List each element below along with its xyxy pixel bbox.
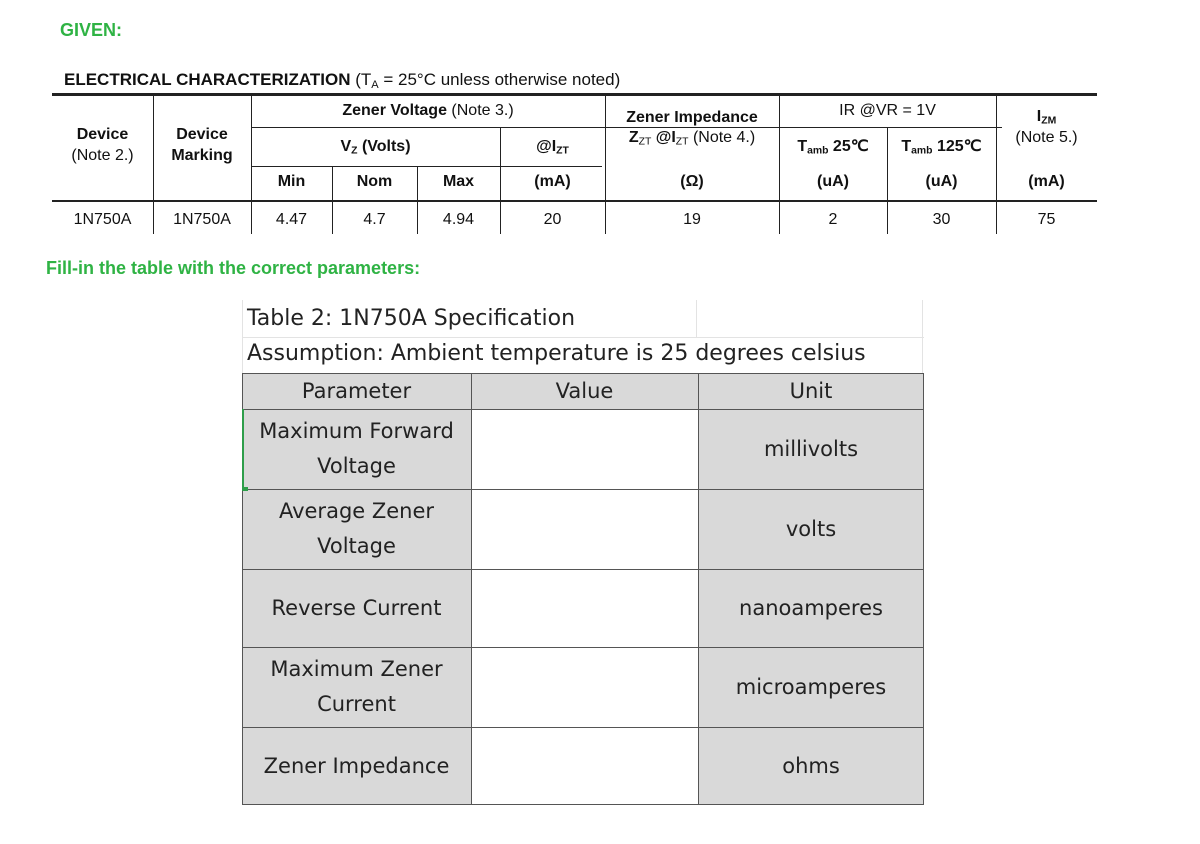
table2-row-unit bbox=[698, 727, 924, 805]
header-parameter-text: Parameter bbox=[301, 378, 412, 403]
table2-header-unit bbox=[698, 373, 924, 409]
izm-header bbox=[996, 107, 1097, 127]
table2-row-unit bbox=[698, 647, 924, 727]
tamb-25: 25℃ bbox=[828, 138, 869, 155]
izt-header bbox=[500, 137, 605, 157]
tamb-main: T bbox=[797, 138, 808, 155]
ua-header-2: (uA) bbox=[925, 173, 958, 190]
table2-row-unit bbox=[698, 489, 924, 569]
param-text: Zener Impedance bbox=[263, 753, 450, 778]
tamb-25-header bbox=[779, 137, 887, 157]
marking-header: Device bbox=[176, 126, 228, 143]
table2-row-parameter bbox=[242, 647, 471, 727]
table2-assumption: Assumption: Ambient temperature is 25 degrees celsius bbox=[247, 341, 866, 366]
unit-text: nanoamperes bbox=[739, 595, 883, 620]
tamb-main-2: T bbox=[901, 138, 912, 155]
vz-sub: Z bbox=[351, 145, 358, 157]
row-nom: 4.7 bbox=[363, 211, 386, 228]
izm-main: I bbox=[1036, 108, 1042, 125]
row-min: 4.47 bbox=[275, 211, 308, 228]
zener-voltage-note: (Note 3.) bbox=[446, 102, 514, 119]
zzt-main: Z bbox=[628, 129, 639, 146]
row-ir-125: 30 bbox=[932, 211, 951, 228]
table2-value-cell[interactable] bbox=[471, 727, 698, 805]
row-max: 4.94 bbox=[442, 211, 475, 228]
spec-title bbox=[64, 70, 620, 90]
device-note: (Note 2.) bbox=[71, 147, 134, 164]
fill-instruction: Fill-in the table with the correct parameters: bbox=[46, 258, 421, 278]
spec-title-bold: ELECTRICAL CHARACTERIZATION bbox=[64, 70, 351, 89]
zzt-at: @I bbox=[651, 129, 676, 146]
unit-text: millivolts bbox=[763, 436, 859, 461]
zzt-at-sub: ZT bbox=[675, 136, 689, 148]
unit-text: volts bbox=[785, 516, 837, 541]
impedance-header: Zener Impedance bbox=[626, 109, 758, 126]
param-text: Reverse Current bbox=[271, 595, 442, 620]
zener-voltage-bold: Zener Voltage bbox=[342, 102, 447, 119]
spec-table bbox=[52, 93, 1097, 234]
zzt-header bbox=[605, 128, 779, 148]
min-header: Min bbox=[277, 173, 306, 190]
tamb-sub-2: amb bbox=[911, 145, 933, 157]
spec-title-cond: (T bbox=[350, 70, 372, 89]
ua-header-1: (uA) bbox=[817, 173, 849, 190]
marking-header-2: Marking bbox=[171, 147, 233, 164]
table2-row-unit bbox=[698, 569, 924, 647]
param-text: Maximum Forward Voltage bbox=[259, 419, 454, 478]
given-label: GIVEN: bbox=[60, 20, 123, 40]
izm-note: (Note 5.) bbox=[1015, 129, 1078, 146]
zener-voltage-header bbox=[251, 101, 605, 121]
tamb-125: 125℃ bbox=[932, 138, 982, 155]
table2-row-unit bbox=[698, 409, 924, 489]
ohm-header: (Ω) bbox=[680, 173, 704, 190]
row-ir-25: 2 bbox=[828, 211, 838, 228]
zzt-note: (Note 4.) bbox=[688, 129, 756, 146]
table2-title: Table 2: 1N750A Specification bbox=[247, 306, 576, 331]
table2-value-cell[interactable] bbox=[471, 569, 698, 647]
table2-grid bbox=[242, 373, 924, 805]
spec-title-sub: A bbox=[371, 78, 379, 91]
unit-text: ohms bbox=[782, 753, 840, 778]
param-text: Average Zener Voltage bbox=[278, 499, 435, 558]
table2-row-parameter bbox=[242, 489, 471, 569]
table2-value-cell[interactable] bbox=[471, 647, 698, 727]
izt-sub: ZT bbox=[556, 145, 569, 157]
header-unit-text: Unit bbox=[789, 378, 833, 403]
table2-value-cell[interactable] bbox=[471, 489, 698, 569]
tamb-125-header bbox=[887, 137, 996, 157]
spec-title-cond-rest: = 25°C unless otherwise noted) bbox=[378, 70, 621, 89]
table2-value-cell[interactable] bbox=[471, 409, 698, 489]
vz-header bbox=[251, 137, 500, 157]
max-header: Max bbox=[442, 173, 475, 190]
ma-header-2: (mA) bbox=[1028, 173, 1065, 190]
table2-row-parameter bbox=[242, 569, 471, 647]
ma-header: (mA) bbox=[534, 173, 571, 190]
nom-header: Nom bbox=[356, 173, 393, 190]
zzt-sub: ZT bbox=[638, 136, 652, 148]
device-header: Device bbox=[76, 126, 129, 143]
izt-at: @I bbox=[536, 138, 557, 155]
tamb-sub: amb bbox=[807, 145, 829, 157]
row-zzt: 19 bbox=[683, 211, 701, 228]
row-marking: 1N750A bbox=[173, 211, 231, 228]
vz-rest: (Volts) bbox=[357, 138, 411, 155]
unit-text: microamperes bbox=[735, 674, 887, 699]
table2-header-parameter bbox=[242, 373, 471, 409]
table2-header-value bbox=[471, 373, 698, 409]
table2-row-parameter bbox=[242, 409, 471, 489]
param-text: Maximum Zener Current bbox=[270, 657, 443, 716]
izm-sub: ZM bbox=[1041, 115, 1057, 127]
row-izt: 20 bbox=[543, 211, 562, 228]
row-izm: 75 bbox=[1037, 211, 1056, 228]
ir-header: IR @VR = 1V bbox=[839, 102, 936, 119]
table2-row-parameter bbox=[242, 727, 471, 805]
vz-main: V bbox=[340, 138, 352, 155]
header-value-text: Value bbox=[555, 378, 614, 403]
row-device: 1N750A bbox=[73, 211, 132, 228]
